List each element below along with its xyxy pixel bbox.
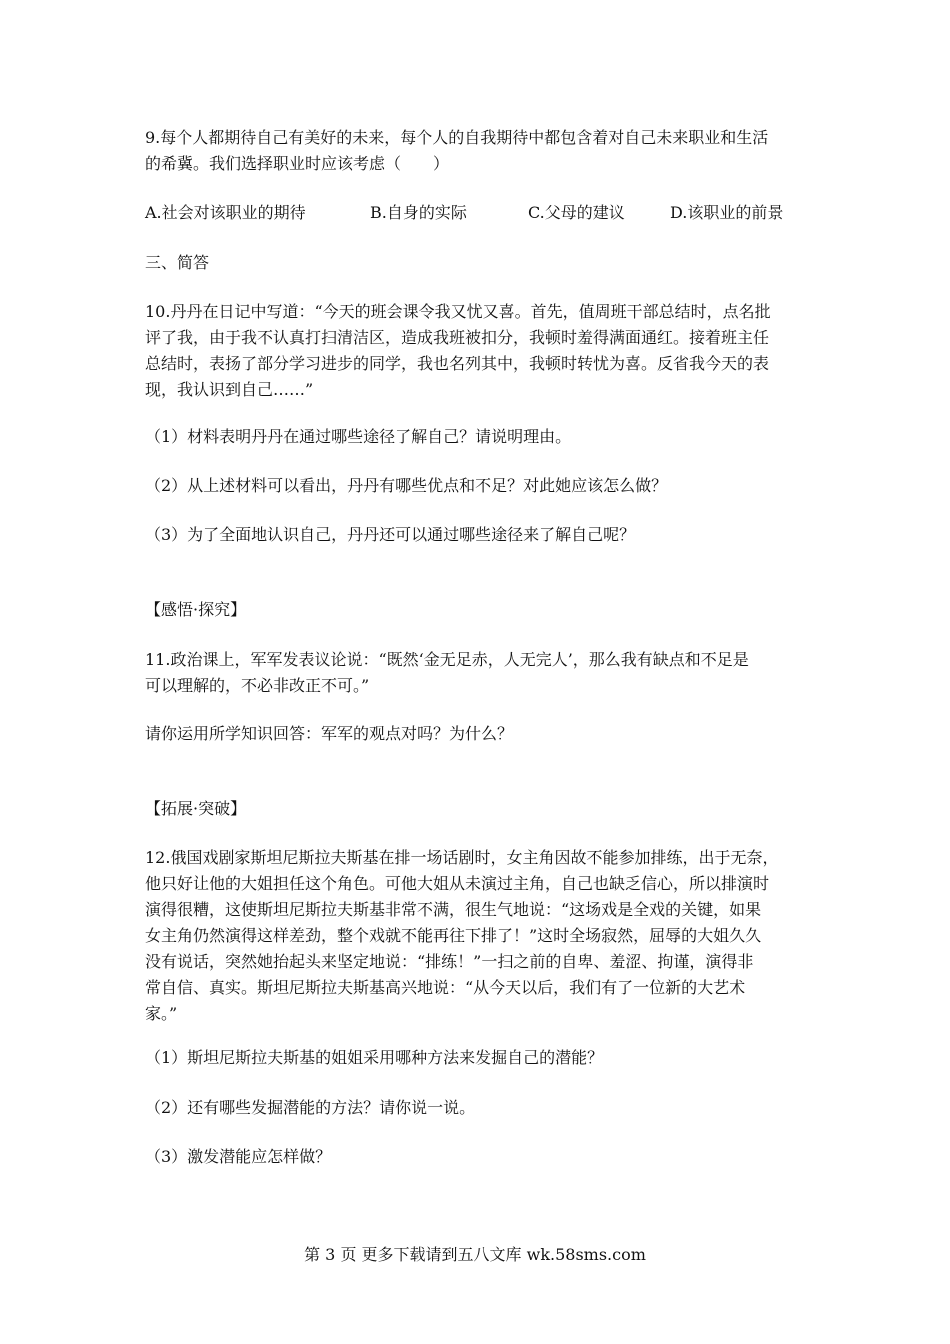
question-12-line-7: 家。” bbox=[145, 1004, 178, 1023]
option-c: C.父母的建议 bbox=[528, 203, 625, 222]
question-10-sub-1-text: （1）材料表明丹丹在通过哪些途径了解自己？请说明理由。 bbox=[145, 427, 572, 446]
question-9-line-1: 9.每个人都期待自己有美好的未来，每个人的自我期待中都包含着对自己未来职业和生活 bbox=[145, 128, 769, 147]
question-12-line-3: 演得很糟，这使斯坦尼斯拉夫斯基非常不满，很生气地说：“这场戏是全戏的关键，如果 bbox=[145, 900, 762, 919]
question-10-line-1: 10.丹丹在日记中写道：“今天的班会课令我又忧又喜。首先，值周班干部总结时，点名批 bbox=[145, 302, 771, 321]
question-10-sub-1 bbox=[145, 424, 810, 450]
section-3-heading-text: 三、简答 bbox=[145, 253, 210, 272]
question-12-sub-1-text: （1）斯坦尼斯拉夫斯基的姐姐采用哪种方法来发掘自己的潜能？ bbox=[145, 1048, 604, 1067]
question-12-line-4: 女主角仍然演得这样差劲，整个戏就不能再往下排了！”这时全场寂然，屈辱的大姐久久 bbox=[145, 926, 762, 945]
question-9-line-2: 的希冀。我们选择职业时应该考虑（ ） bbox=[145, 154, 450, 173]
question-12-sub-2-text: （2）还有哪些发掘潜能的方法？请你说一说。 bbox=[145, 1098, 476, 1117]
question-10-line-3: 总结时，表扬了部分学习进步的同学，我也名列其中，我顿时转忧为喜。反省我今天的表 bbox=[145, 354, 770, 373]
question-12-sub-3 bbox=[145, 1144, 810, 1170]
heading-ganwu-tanjiu bbox=[145, 597, 810, 623]
question-12-sub-2 bbox=[145, 1095, 810, 1121]
question-12-sub-1 bbox=[145, 1045, 810, 1071]
option-b: B.自身的实际 bbox=[370, 203, 467, 222]
question-12-line-1: 12.俄国戏剧家斯坦尼斯拉夫斯基在排一场话剧时，女主角因故不能参加排练，出于无奈， bbox=[145, 848, 779, 867]
question-11-text bbox=[145, 647, 810, 699]
question-10-line-4: 现，我认识到自己……” bbox=[145, 380, 314, 399]
question-12-sub-3-text: （3）激发潜能应怎样做？ bbox=[145, 1147, 332, 1166]
question-9-text bbox=[145, 125, 810, 177]
option-a: A.社会对该职业的期待 bbox=[145, 203, 306, 222]
question-11-prompt bbox=[145, 721, 810, 747]
question-10-line-2: 评了我，由于我不认真打扫清洁区，造成我班被扣分，我顿时羞得满面通红。接着班主任 bbox=[145, 328, 770, 347]
question-12-line-6: 常自信、真实。斯坦尼斯拉夫斯基高兴地说：“从今天以后，我们有了一位新的大艺术 bbox=[145, 978, 746, 997]
question-12-text bbox=[145, 845, 810, 1027]
question-11-line-1: 11.政治课上，军军发表议论说：“既然‘金无足赤，人无完人’，那么我有缺点和不足是 bbox=[145, 650, 749, 669]
option-d: D.该职业的前景 bbox=[670, 203, 784, 222]
heading-tuozhan-tupo bbox=[145, 796, 810, 822]
question-12-line-2: 他只好让他的大姐担任这个角色。可他大姐从未演过主角，自己也缺乏信心，所以排演时 bbox=[145, 874, 770, 893]
heading-ganwu-text: 【感悟·探究】 bbox=[145, 600, 247, 619]
page-footer: 第 3 页 更多下载请到五八文库 wk.58sms.com bbox=[304, 1245, 646, 1264]
question-11-prompt-text: 请你运用所学知识回答：军军的观点对吗？为什么？ bbox=[145, 724, 514, 743]
question-10-sub-2 bbox=[145, 473, 810, 499]
question-9-options bbox=[145, 200, 810, 226]
section-3-heading bbox=[145, 250, 810, 276]
question-10-sub-3 bbox=[145, 522, 810, 548]
question-10-text bbox=[145, 299, 810, 403]
heading-tuozhan-text: 【拓展·突破】 bbox=[145, 799, 247, 818]
question-10-sub-2-text: （2）从上述材料可以看出，丹丹有哪些优点和不足？对此她应该怎么做？ bbox=[145, 476, 668, 495]
question-12-line-5: 没有说话，突然她抬起头来坚定地说：“排练！”一扫之前的自卑、羞涩、拘谨，演得非 bbox=[145, 952, 754, 971]
question-10-sub-3-text: （3）为了全面地认识自己，丹丹还可以通过哪些途径来了解自己呢？ bbox=[145, 525, 636, 544]
question-11-line-2: 可以理解的，不必非改正不可。” bbox=[145, 676, 370, 695]
